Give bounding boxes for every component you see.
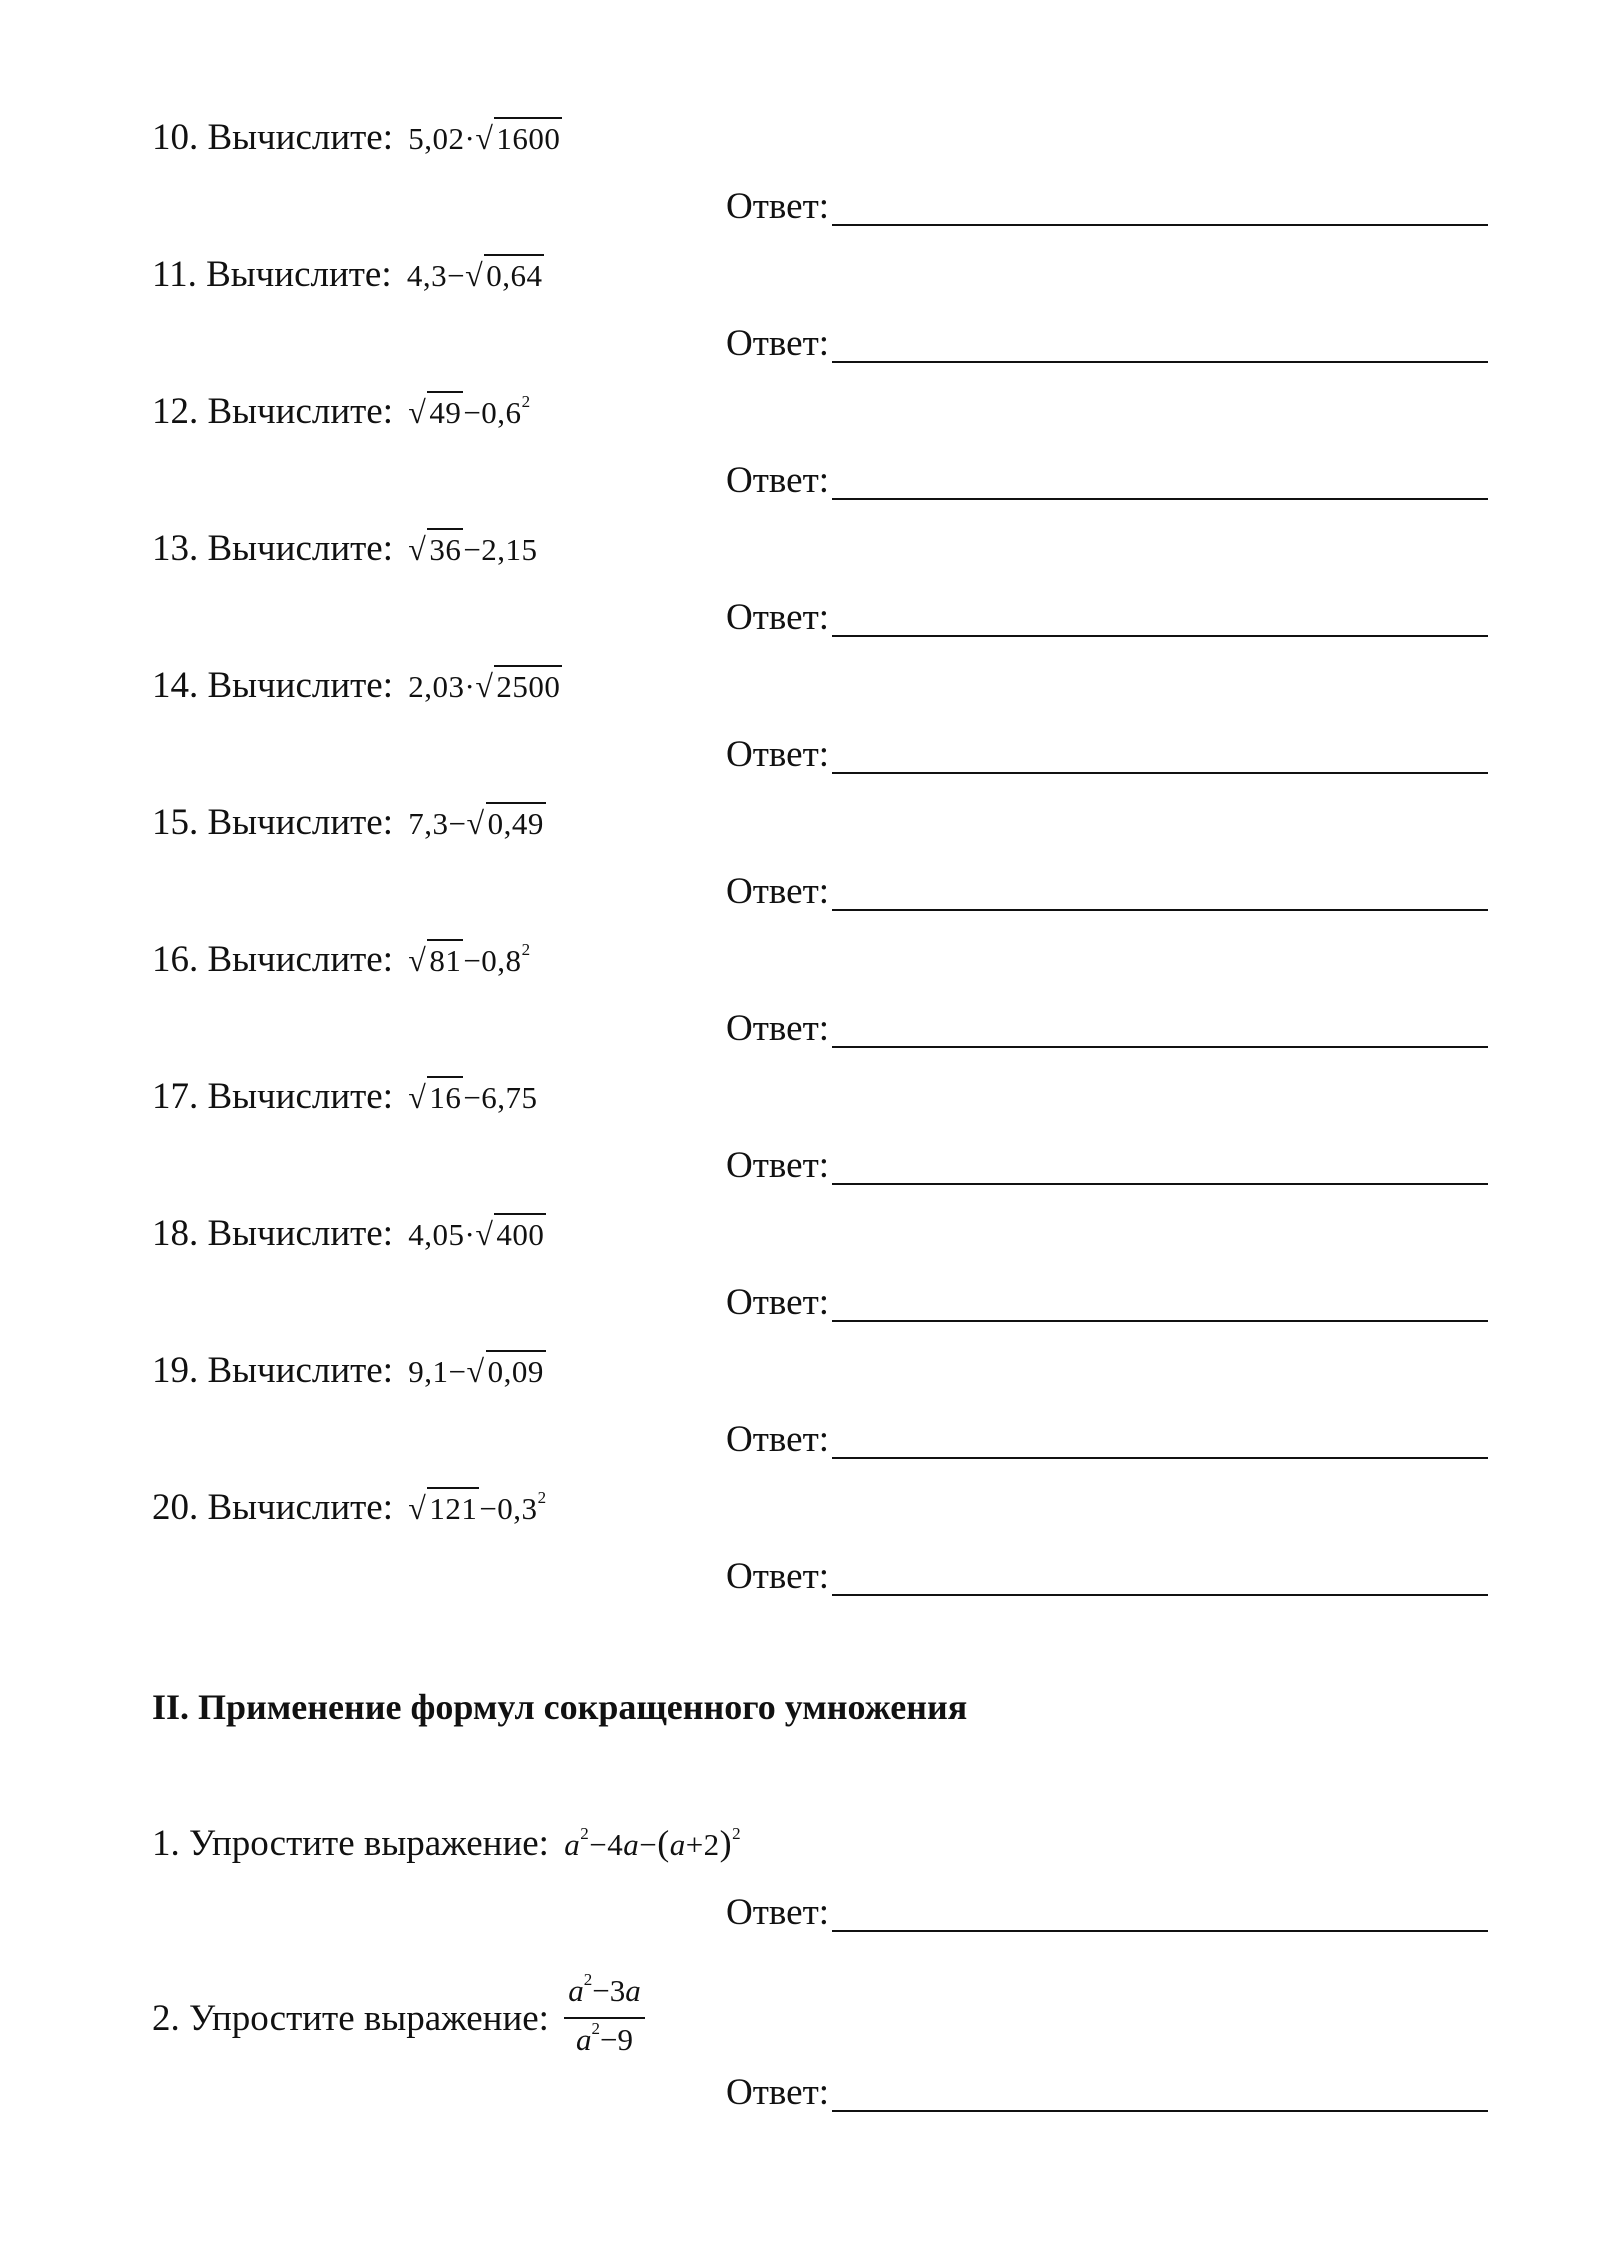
task-label: 20. Вычислите: — [152, 1487, 394, 1528]
task-expression — [408, 796, 546, 851]
answer-line[interactable] — [832, 1046, 1488, 1048]
radicand: 81 — [427, 939, 463, 978]
expr-term: 4,3− — [406, 258, 466, 293]
fraction-numerator — [564, 1972, 644, 2019]
task-label: 16. Вычислите: — [152, 939, 394, 980]
answer-label: Ответ: — [726, 1145, 830, 1186]
task-label: 13. Вычислите: — [152, 528, 394, 569]
answer-label: Ответ: — [726, 734, 830, 775]
task-expression — [408, 1070, 537, 1125]
task-14 — [152, 659, 562, 713]
answer-label: Ответ: — [726, 871, 830, 912]
sqrt-icon: √81 — [408, 933, 463, 988]
expr-term: 9,1− — [408, 1354, 467, 1389]
exponent: 2 — [583, 1970, 593, 1989]
expr-term: −9 — [599, 2022, 633, 2057]
task-label: 18. Вычислите: — [152, 1213, 394, 1254]
exponent: 2 — [591, 2019, 600, 2038]
task-12 — [152, 385, 531, 439]
answer-line[interactable] — [832, 361, 1488, 363]
variable: a — [623, 1827, 640, 1862]
radicand: 49 — [427, 391, 463, 430]
section-task-2 — [152, 1970, 645, 2057]
expr-term: −2,15 — [463, 532, 538, 567]
task-label: 11. Вычислите: — [152, 254, 392, 295]
task-20 — [152, 1481, 547, 1535]
expr-term: −0,8 — [463, 943, 522, 978]
answer-field[interactable] — [726, 1276, 829, 1330]
answer-field[interactable] — [726, 2066, 829, 2120]
variable: a — [568, 1973, 584, 2008]
sqrt-icon: √1600 — [475, 111, 562, 166]
sqrt-icon: √0,09 — [467, 1344, 546, 1399]
answer-field[interactable] — [726, 1886, 829, 1940]
answer-line[interactable] — [832, 909, 1488, 911]
answer-field[interactable] — [726, 317, 829, 371]
task-label: 19. Вычислите: — [152, 1350, 394, 1391]
answer-label: Ответ: — [726, 186, 830, 227]
expr-term: −0,6 — [463, 395, 522, 430]
expr-term: 4,05· — [408, 1217, 476, 1252]
task-10 — [152, 111, 562, 165]
expr-term: −6,75 — [463, 1080, 538, 1115]
answer-line[interactable] — [832, 635, 1488, 637]
task-13 — [152, 522, 538, 576]
answer-line[interactable] — [832, 1320, 1488, 1322]
sqrt-icon: √16 — [408, 1070, 463, 1125]
answer-field[interactable] — [726, 180, 829, 234]
answer-label: Ответ: — [726, 1282, 830, 1323]
sqrt-icon: √0,64 — [465, 248, 544, 303]
radicand: 0,49 — [486, 802, 546, 841]
task-label: 17. Вычислите: — [152, 1076, 394, 1117]
answer-label: Ответ: — [726, 1556, 830, 1597]
sqrt-icon: √2500 — [475, 659, 562, 714]
task-expression — [408, 1481, 546, 1541]
answer-line[interactable] — [832, 772, 1488, 774]
task-expression — [408, 1207, 546, 1262]
answer-field[interactable] — [726, 1550, 829, 1604]
answer-label: Ответ: — [726, 460, 830, 501]
variable: a — [669, 1827, 686, 1862]
exponent: 2 — [521, 392, 531, 411]
radicand: 121 — [427, 1487, 479, 1526]
expr-term: −0,3 — [479, 1491, 538, 1526]
sqrt-icon: √49 — [408, 385, 463, 440]
expr-term: − — [639, 1827, 658, 1862]
answer-label: Ответ: — [726, 2072, 830, 2113]
task-label: 14. Вычислите: — [152, 665, 394, 706]
sqrt-icon: √400 — [475, 1207, 546, 1262]
section-task-1 — [152, 1816, 741, 1870]
radicand: 0,64 — [484, 254, 544, 293]
exponent: 2 — [580, 1824, 590, 1843]
radicand: 16 — [427, 1076, 463, 1115]
variable: a — [625, 1973, 641, 2008]
task-expression — [408, 1344, 546, 1399]
answer-field[interactable] — [726, 728, 829, 782]
radicand: 400 — [494, 1213, 546, 1252]
left-paren: ( — [657, 1823, 670, 1863]
task-16 — [152, 933, 531, 987]
answer-field[interactable] — [726, 1413, 829, 1467]
answer-label: Ответ: — [726, 323, 830, 364]
answer-field[interactable] — [726, 591, 829, 645]
task-label: 10. Вычислите: — [152, 117, 394, 158]
task-17 — [152, 1070, 538, 1124]
answer-line[interactable] — [832, 1594, 1488, 1596]
task-18 — [152, 1207, 546, 1261]
task-label: 2. Упростите выражение: — [152, 1998, 549, 2040]
task-11 — [152, 248, 544, 302]
variable: a — [564, 1827, 581, 1862]
task-label: 1. Упростите выражение: — [152, 1823, 549, 1864]
answer-field[interactable] — [726, 865, 829, 919]
expr-term: −4 — [589, 1827, 624, 1862]
task-expression — [408, 111, 562, 166]
answer-label: Ответ: — [726, 1008, 830, 1049]
variable: a — [575, 2022, 592, 2057]
expr-term: 7,3− — [408, 806, 467, 841]
fraction-denominator — [564, 2019, 644, 2064]
expr-term: +2 — [685, 1827, 720, 1862]
expr-term: 2,03· — [408, 669, 476, 704]
answer-label: Ответ: — [726, 597, 830, 638]
answer-field[interactable] — [726, 1002, 829, 1056]
task-expression — [407, 248, 545, 303]
radicand: 36 — [427, 528, 463, 567]
answer-label: Ответ: — [726, 1419, 830, 1460]
expr-term: 5,02· — [408, 121, 476, 156]
task-expression — [564, 1816, 741, 1877]
radicand: 0,09 — [486, 1350, 546, 1389]
answer-label: Ответ: — [726, 1892, 830, 1933]
radicand: 1600 — [494, 117, 562, 156]
answer-line[interactable] — [832, 2110, 1488, 2112]
task-expression — [408, 933, 530, 993]
task-15 — [152, 796, 546, 850]
answer-field[interactable] — [726, 454, 829, 508]
answer-line[interactable] — [832, 498, 1488, 500]
exponent: 2 — [732, 1824, 742, 1843]
section-title: II. Применение формул сокращенного умножения — [152, 1687, 968, 1727]
sqrt-icon: √36 — [408, 522, 463, 577]
answer-line[interactable] — [832, 1930, 1488, 1932]
exponent: 2 — [537, 1488, 547, 1507]
right-paren: ) — [719, 1823, 733, 1863]
expr-term: −3 — [592, 1973, 626, 2008]
task-expression — [408, 659, 562, 714]
task-19 — [152, 1344, 546, 1398]
task-expression — [408, 522, 537, 577]
answer-line[interactable] — [832, 224, 1488, 226]
sqrt-icon: √0,49 — [467, 796, 546, 851]
fraction — [564, 1972, 644, 2064]
answer-line[interactable] — [832, 1457, 1488, 1459]
answer-line[interactable] — [832, 1183, 1488, 1185]
task-expression — [408, 385, 530, 445]
task-label: 12. Вычислите: — [152, 391, 394, 432]
task-label: 15. Вычислите: — [152, 802, 394, 843]
radicand: 2500 — [494, 665, 562, 704]
exponent: 2 — [521, 940, 531, 959]
sqrt-icon: √121 — [408, 1481, 479, 1536]
answer-field[interactable] — [726, 1139, 829, 1193]
